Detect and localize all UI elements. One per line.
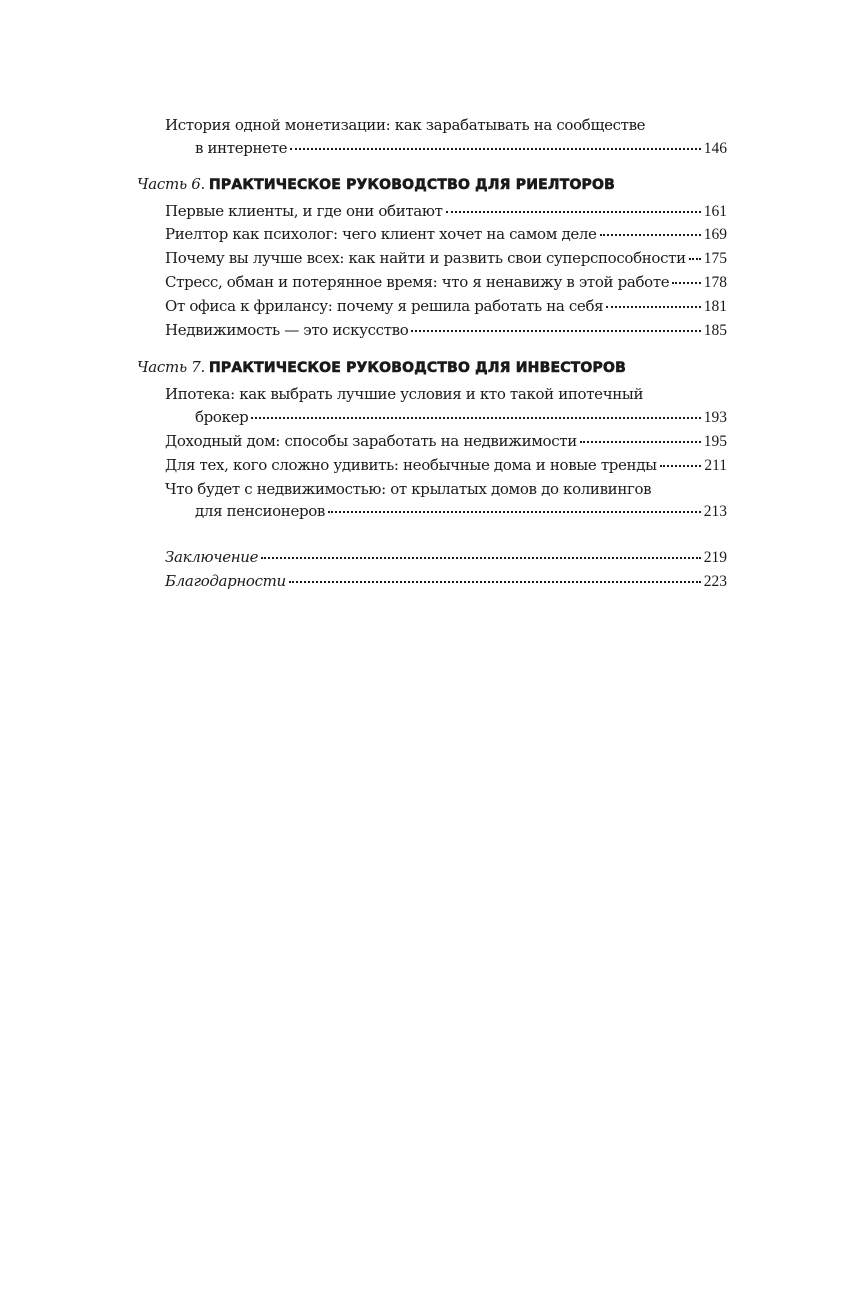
toc-page-number: 219 <box>703 549 727 567</box>
toc-entry-title-continued: брокер <box>195 408 249 427</box>
toc-entry-title: Что будет с недвижимостью: от крылатых домов до коливингов <box>165 479 652 498</box>
toc-entry-line <box>165 546 727 570</box>
toc-entry[interactable] <box>165 430 727 454</box>
toc-entry-line <box>165 247 727 271</box>
toc-entry-line <box>165 200 727 224</box>
dot-leader <box>251 417 700 419</box>
toc-entry-title: Доходный дом: способы заработать на недвижимости <box>165 431 577 450</box>
toc-entry-title: Благодарности <box>165 571 286 590</box>
dot-leader <box>261 557 701 559</box>
toc-entry-line <box>165 500 727 524</box>
toc-entry-line <box>165 223 727 247</box>
toc-entry-title: Ипотека: как выбрать лучшие условия и кто такой ипотечный <box>165 385 644 404</box>
toc-entry-line <box>165 570 727 594</box>
toc-page-number: 193 <box>703 409 727 427</box>
toc-page-number: 178 <box>703 273 727 291</box>
toc-entry-line <box>165 271 727 295</box>
part-heading-7 <box>137 354 727 381</box>
dot-leader <box>328 511 701 513</box>
toc-page-number: 223 <box>703 572 727 590</box>
toc-entry-line <box>165 383 727 406</box>
toc-page-number: 181 <box>703 297 727 315</box>
dot-leader <box>411 330 700 332</box>
toc-entry-title: Стресс, обман и потерянное время: что я ненавижу в этой работе <box>165 272 670 291</box>
dot-leader <box>689 258 701 260</box>
toc-entry-line <box>165 454 727 478</box>
toc-entry[interactable] <box>165 271 727 295</box>
dot-leader <box>289 581 701 583</box>
toc-entry-line <box>165 319 727 343</box>
toc-entry[interactable] <box>165 200 727 224</box>
toc-entry-conclusion[interactable] <box>165 546 727 570</box>
dot-leader <box>672 282 700 284</box>
part-title: ПРАКТИЧЕСКОЕ РУКОВОДСТВО ДЛЯ ИНВЕСТОРОВ <box>209 360 626 377</box>
toc-page-number: 146 <box>703 139 727 157</box>
part-title: ПРАКТИЧЕСКОЕ РУКОВОДСТВО ДЛЯ РИЕЛТОРОВ <box>209 176 615 193</box>
toc-entry[interactable] <box>165 319 727 343</box>
part-label: Часть 7. <box>137 358 206 377</box>
toc-entry[interactable] <box>165 114 727 161</box>
toc-page-number: 195 <box>703 432 727 450</box>
toc-page-number: 169 <box>703 226 727 244</box>
toc-entry[interactable] <box>165 295 727 319</box>
dot-leader <box>580 441 701 443</box>
toc-entry-line <box>165 406 727 430</box>
toc-page-number: 185 <box>703 321 727 339</box>
toc-entry-title: Для тех, кого сложно удивить: необычные дома и новые тренды <box>165 455 657 474</box>
toc-entry-line <box>165 137 727 161</box>
dot-leader <box>606 306 701 308</box>
toc-entry[interactable] <box>165 223 727 247</box>
dot-leader <box>446 211 701 213</box>
toc-entry-line <box>165 295 727 319</box>
table-of-contents <box>137 114 727 594</box>
toc-entry-title: Заключение <box>165 548 259 567</box>
part-label: Часть 6. <box>137 174 206 193</box>
toc-entry[interactable] <box>165 478 727 525</box>
section-spacer <box>137 524 727 546</box>
toc-entry-title: Недвижимость — это искусство <box>165 320 409 339</box>
part-heading-6 <box>137 171 727 198</box>
dot-leader <box>660 465 702 467</box>
toc-entry[interactable] <box>165 383 727 430</box>
dot-leader <box>290 148 701 150</box>
toc-entry[interactable] <box>165 454 727 478</box>
toc-entry-title-continued: в интернете <box>195 138 288 157</box>
toc-entry-title: От офиса к фрилансу: почему я решила работать на себя <box>165 296 604 315</box>
toc-entry-title: Первые клиенты, и где они обитают <box>165 201 443 220</box>
dot-leader <box>600 234 701 236</box>
toc-entry-title: Почему вы лучше всех: как найти и развить свои суперспособности <box>165 249 686 268</box>
toc-entry-title-continued: для пенсионеров <box>195 502 325 521</box>
toc-entry[interactable] <box>165 247 727 271</box>
toc-entry-line <box>165 478 727 501</box>
toc-entry-title: История одной монетизации: как зарабатывать на сообществе <box>165 116 646 134</box>
toc-entry-line <box>165 114 727 137</box>
toc-page-number: 211 <box>704 456 727 474</box>
toc-page-number: 213 <box>703 503 727 521</box>
toc-page-number: 175 <box>703 250 727 268</box>
toc-page-number: 161 <box>703 202 727 220</box>
toc-entry-acknowledgements[interactable] <box>165 570 727 594</box>
toc-entry-title: Риелтор как психолог: чего клиент хочет на самом деле <box>165 225 597 244</box>
toc-entry-line <box>165 430 727 454</box>
